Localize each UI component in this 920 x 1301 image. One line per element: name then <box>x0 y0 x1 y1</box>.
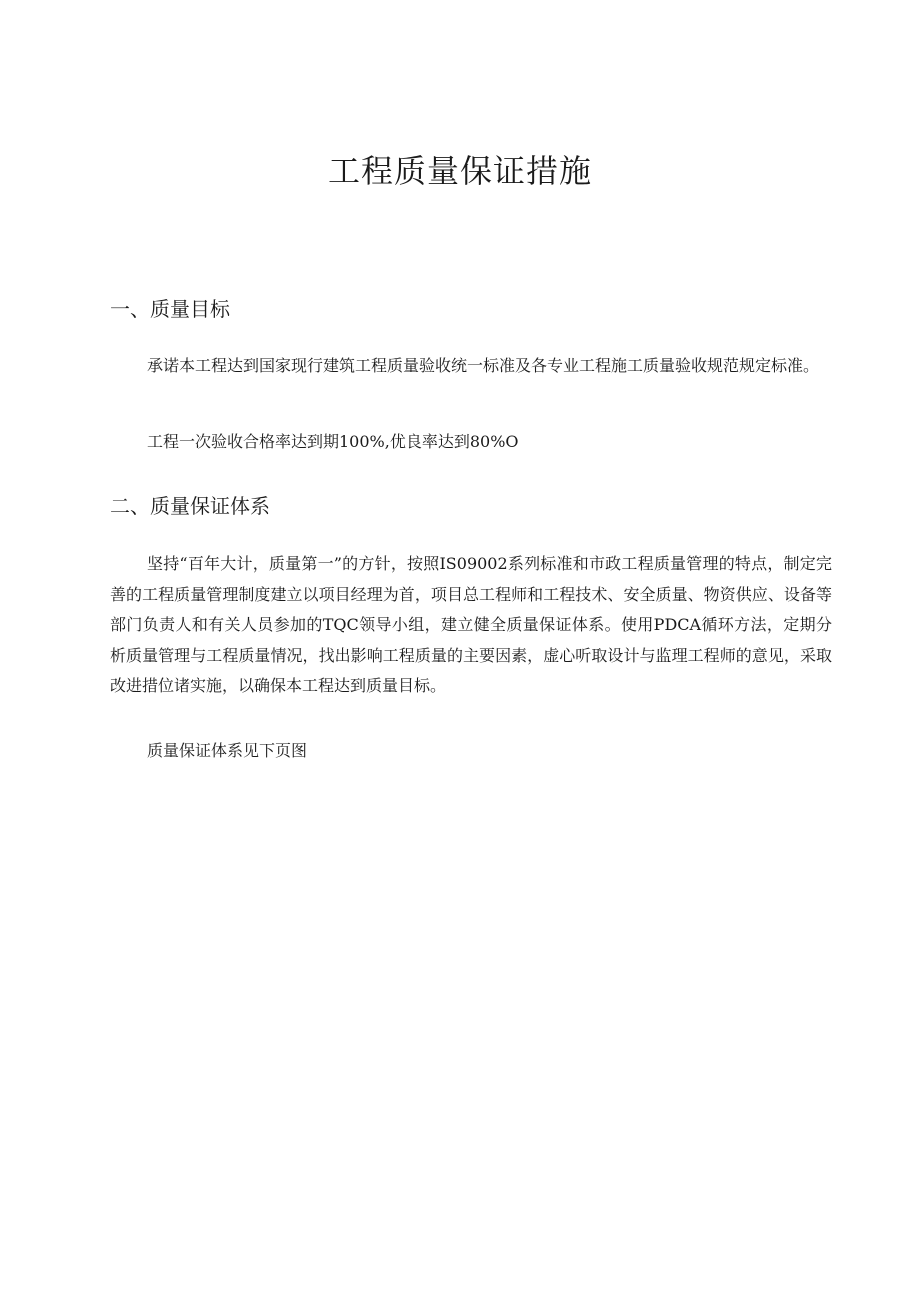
section-heading-quality-goal: 一、质量目标 <box>110 297 230 321</box>
paragraph-acceptance-rate: 工程一次验收合格率达到期100%,优良率达到80%O <box>147 432 519 451</box>
paragraph-quality-commitment: 承诺本工程达到国家现行建筑工程质量验收统一标准及各专业工程施工质量验收规范规定标准。 <box>147 356 820 375</box>
document-title: 工程质量保证措施 <box>327 152 592 190</box>
paragraph-see-next-page: 质量保证体系见下页图 <box>147 741 308 760</box>
paragraph-quality-system-description: 坚持“百年大计，质量第一”的方针，按照IS09002系列标准和市政工程质量管理的特点，制定完善的工程质量管理制度建立以项目经理为首，项目总工程师和工程技术、安全质量、物资供应、设备等部门负责人和有关人员参加的TQC领导小组，建立健全质量保证体系。使用PDCA循环方法，定期分析质量管理与工程质量情况，找出影响工程质量的主要因素，虚心听取设计与监理工程师的意见，采取改进措位诸实施，以确保本工程达到质量目标。 <box>110 554 832 695</box>
section-heading-quality-system: 二、质量保证体系 <box>110 494 270 518</box>
